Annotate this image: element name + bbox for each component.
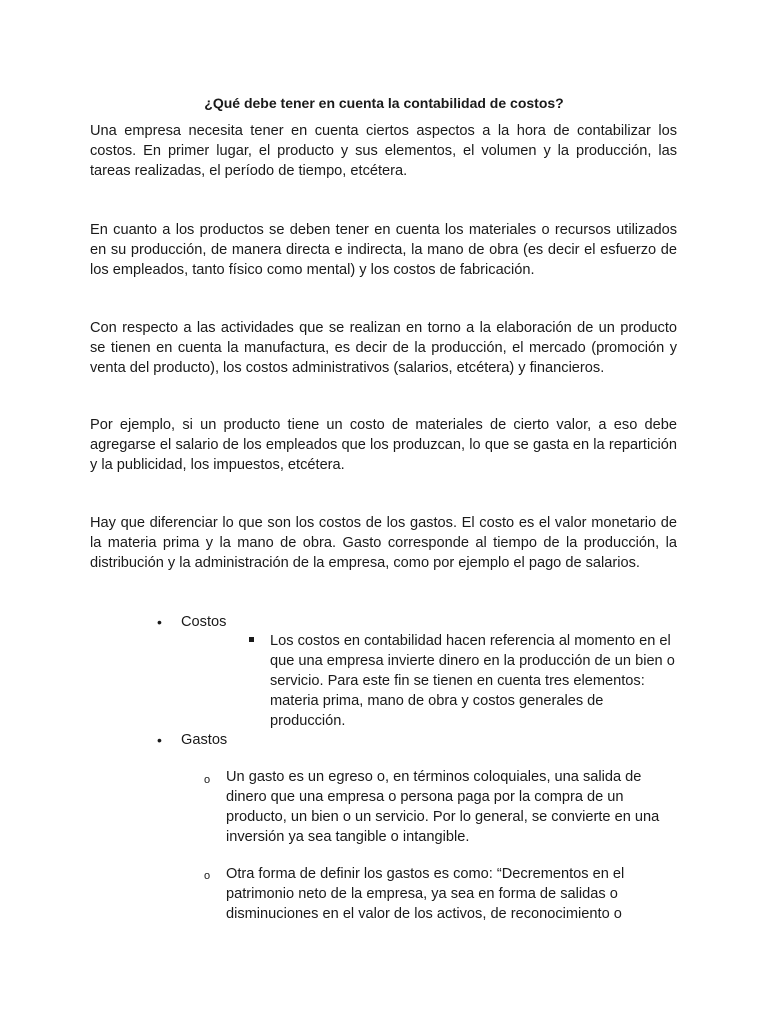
list-item-gastos: Gastos xyxy=(181,732,228,748)
gastos-sub-item-2: Otra forma de definir los gastos es como: “Decrementos en el patrimonio neto de la empresa, ya sea en forma de salidas o disminuciones en el valor de los activos, de reconocimiento o xyxy=(226,866,625,922)
paragraph-5: Hay que diferenciar lo que son los costos de los gastos. El costo es el valor monetario de la materia prima y la mano de obra. Gasto corresponde al tiempo de la producción, la distribución y la administración de la empresa, como por ejemplo el pago de salarios. xyxy=(90,515,677,571)
bullet-marker: • xyxy=(157,732,162,748)
bullet-marker: • xyxy=(157,614,162,630)
document-title: ¿Qué debe tener en cuenta la contabilidad de costos? xyxy=(204,95,564,111)
paragraph-1: Una empresa necesita tener en cuenta ciertos aspectos a la hora de contabilizar los costos. En primer lugar, el producto y sus elementos, el volumen y la producción, las tareas realizadas, el período de tiempo, etcétera. xyxy=(90,123,677,179)
square-bullet-icon xyxy=(249,637,254,642)
gastos-sub-item-1: Un gasto es un egreso o, en términos coloquiales, una salida de dinero que una empresa o persona paga por la compra de un producto, un bien o un servicio. Por lo general, se convierte en una inversión ya sea tangible o intangible. xyxy=(226,769,660,845)
circle-bullet-marker: o xyxy=(204,774,211,786)
circle-bullet-marker: o xyxy=(204,870,211,882)
paragraph-3: Con respecto a las actividades que se realizan en torno a la elaboración de un producto se tienen en cuenta la manufactura, es decir de la producción, el mercado (promoción y venta del producto), los costos administrativos (salarios, etcétera) y financieros. xyxy=(90,320,677,376)
paragraph-4: Por ejemplo, si un producto tiene un costo de materiales de cierto valor, a eso debe agregarse el salario de los empleados que los produzcan, lo que se gasta en la repartición y la publicidad, los impuestos, etcétera. xyxy=(90,417,677,473)
list-item-costos: Costos xyxy=(181,614,227,630)
paragraph-2: En cuanto a los productos se deben tener en cuenta los materiales o recursos utilizados en su producción, de manera directa e indirecta, la mano de obra (es decir el esfuerzo de los empleados, tanto físico como mental) y los costos de fabricación. xyxy=(90,222,677,278)
costos-description: Los costos en contabilidad hacen referencia al momento en el que una empresa invierte dinero en la producción de un bien o servicio. Para este fin se tienen en cuenta tres elementos: materia prima, mano de obra y costos generales de producción. xyxy=(270,633,675,729)
